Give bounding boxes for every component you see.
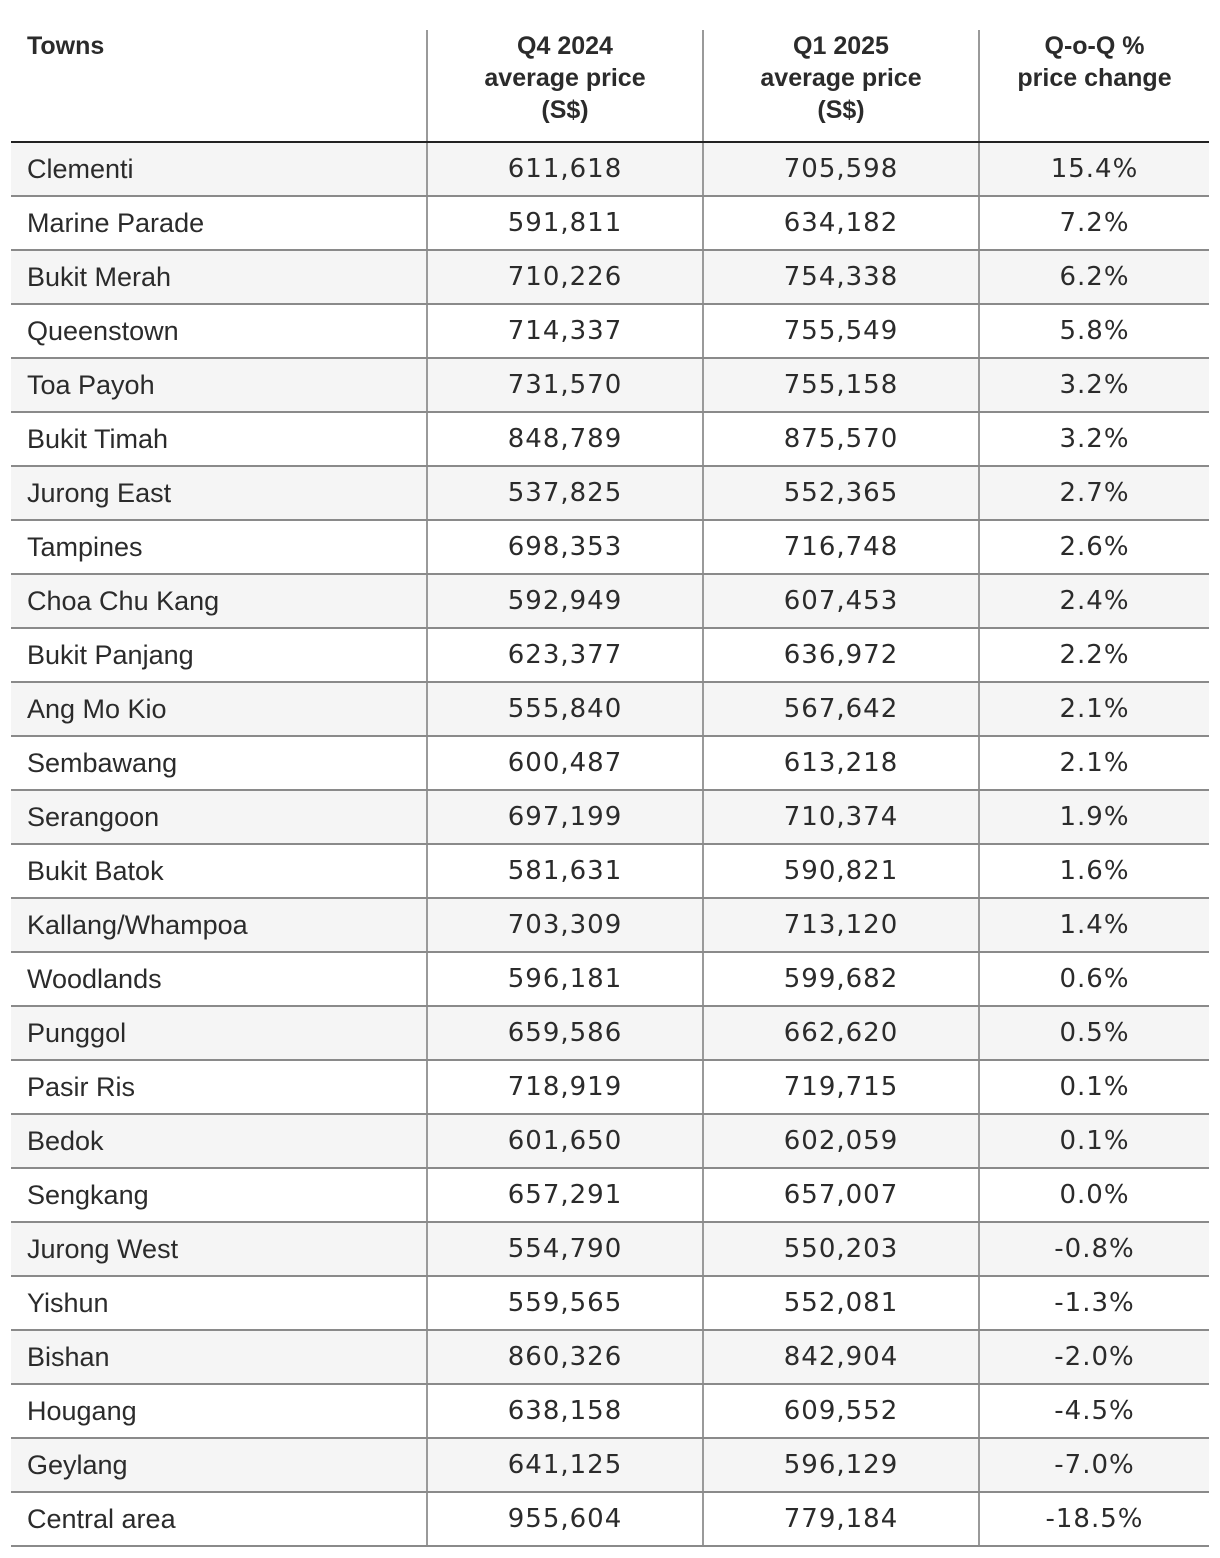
cell-town: Bukit Batok	[11, 844, 427, 898]
cell-town: Sengkang	[11, 1168, 427, 1222]
table-row	[11, 682, 1209, 736]
cell-qoq-change: -7.0%	[979, 1438, 1209, 1492]
cell-town: Pasir Ris	[11, 1060, 427, 1114]
cell-q1-price: 755,158	[703, 358, 979, 412]
cell-q1-price: 567,642	[703, 682, 979, 736]
cell-town: Queenstown	[11, 304, 427, 358]
cell-q4-price: 555,840	[427, 682, 703, 736]
header-q1-line3: (S$)	[817, 96, 865, 124]
cell-qoq-change: 7.2%	[979, 196, 1209, 250]
header-q4-line2: average price	[484, 64, 646, 92]
header-towns-label: Towns	[27, 32, 105, 60]
table-row	[11, 844, 1209, 898]
cell-q1-price: 719,715	[703, 1060, 979, 1114]
cell-qoq-change: -18.5%	[979, 1492, 1209, 1546]
cell-town: Woodlands	[11, 952, 427, 1006]
table-row	[11, 1114, 1209, 1168]
cell-qoq-change: 1.9%	[979, 790, 1209, 844]
table-row	[11, 1330, 1209, 1384]
cell-q4-price: 659,586	[427, 1006, 703, 1060]
cell-qoq-change: 2.2%	[979, 628, 1209, 682]
cell-q4-price: 697,199	[427, 790, 703, 844]
cell-qoq-change: 0.5%	[979, 1006, 1209, 1060]
cell-town: Clementi	[11, 142, 427, 196]
cell-town: Bukit Timah	[11, 412, 427, 466]
header-q4-2024	[427, 30, 703, 142]
cell-qoq-change: 2.1%	[979, 682, 1209, 736]
cell-q1-price: 705,598	[703, 142, 979, 196]
header-q1-2025	[703, 30, 979, 142]
cell-qoq-change: 1.6%	[979, 844, 1209, 898]
table-row	[11, 1384, 1209, 1438]
cell-qoq-change: 0.0%	[979, 1168, 1209, 1222]
cell-town: Hougang	[11, 1384, 427, 1438]
cell-q4-price: 860,326	[427, 1330, 703, 1384]
cell-q1-price: 875,570	[703, 412, 979, 466]
cell-q4-price: 581,631	[427, 844, 703, 898]
cell-qoq-change: -1.3%	[979, 1276, 1209, 1330]
cell-qoq-change: 2.6%	[979, 520, 1209, 574]
cell-town: Sembawang	[11, 736, 427, 790]
cell-q4-price: 657,291	[427, 1168, 703, 1222]
cell-q1-price: 710,374	[703, 790, 979, 844]
cell-town: Central area	[11, 1492, 427, 1546]
table-row	[11, 736, 1209, 790]
header-q1-line1: Q1 2025	[793, 32, 889, 60]
cell-qoq-change: 2.4%	[979, 574, 1209, 628]
table-row	[11, 952, 1209, 1006]
cell-q4-price: 554,790	[427, 1222, 703, 1276]
cell-q1-price: 602,059	[703, 1114, 979, 1168]
table-body	[11, 142, 1209, 1546]
header-qoq-change	[979, 30, 1209, 142]
cell-q1-price: 599,682	[703, 952, 979, 1006]
cell-q4-price: 600,487	[427, 736, 703, 790]
cell-q1-price: 613,218	[703, 736, 979, 790]
cell-town: Bedok	[11, 1114, 427, 1168]
cell-q1-price: 609,552	[703, 1384, 979, 1438]
cell-q4-price: 601,650	[427, 1114, 703, 1168]
cell-q1-price: 716,748	[703, 520, 979, 574]
cell-town: Serangoon	[11, 790, 427, 844]
cell-qoq-change: -0.8%	[979, 1222, 1209, 1276]
cell-qoq-change: 0.6%	[979, 952, 1209, 1006]
table-row	[11, 1222, 1209, 1276]
table-row	[11, 628, 1209, 682]
cell-town: Toa Payoh	[11, 358, 427, 412]
table-row	[11, 466, 1209, 520]
cell-town: Bukit Merah	[11, 250, 427, 304]
table-row	[11, 574, 1209, 628]
cell-qoq-change: 3.2%	[979, 358, 1209, 412]
cell-q1-price: 590,821	[703, 844, 979, 898]
cell-q1-price: 657,007	[703, 1168, 979, 1222]
cell-q4-price: 596,181	[427, 952, 703, 1006]
cell-qoq-change: 2.1%	[979, 736, 1209, 790]
header-q4-line1: Q4 2024	[517, 32, 613, 60]
table-row	[11, 142, 1209, 196]
cell-q1-price: 755,549	[703, 304, 979, 358]
cell-q1-price: 552,365	[703, 466, 979, 520]
cell-qoq-change: 0.1%	[979, 1114, 1209, 1168]
cell-qoq-change: 1.4%	[979, 898, 1209, 952]
cell-town: Yishun	[11, 1276, 427, 1330]
table-row	[11, 1168, 1209, 1222]
table-row	[11, 412, 1209, 466]
cell-qoq-change: 3.2%	[979, 412, 1209, 466]
table-row	[11, 250, 1209, 304]
header-q4-line3: (S$)	[541, 96, 589, 124]
cell-qoq-change: 15.4%	[979, 142, 1209, 196]
cell-qoq-change: -2.0%	[979, 1330, 1209, 1384]
cell-q4-price: 714,337	[427, 304, 703, 358]
table-row	[11, 196, 1209, 250]
cell-q1-price: 754,338	[703, 250, 979, 304]
cell-q1-price: 779,184	[703, 1492, 979, 1546]
cell-q4-price: 641,125	[427, 1438, 703, 1492]
cell-town: Choa Chu Kang	[11, 574, 427, 628]
cell-q4-price: 638,158	[427, 1384, 703, 1438]
cell-q4-price: 955,604	[427, 1492, 703, 1546]
table-row	[11, 358, 1209, 412]
table-row	[11, 1276, 1209, 1330]
cell-q1-price: 596,129	[703, 1438, 979, 1492]
cell-qoq-change: -4.5%	[979, 1384, 1209, 1438]
cell-town: Bukit Panjang	[11, 628, 427, 682]
cell-q1-price: 550,203	[703, 1222, 979, 1276]
cell-q1-price: 842,904	[703, 1330, 979, 1384]
cell-q4-price: 537,825	[427, 466, 703, 520]
cell-town: Geylang	[11, 1438, 427, 1492]
header-chg-line2: price change	[1017, 64, 1172, 92]
cell-qoq-change: 0.1%	[979, 1060, 1209, 1114]
cell-town: Jurong East	[11, 466, 427, 520]
cell-town: Tampines	[11, 520, 427, 574]
table-row	[11, 520, 1209, 574]
cell-q4-price: 611,618	[427, 142, 703, 196]
header-towns	[11, 30, 427, 142]
header-q1-line2: average price	[760, 64, 922, 92]
cell-q1-price: 552,081	[703, 1276, 979, 1330]
cell-q1-price: 713,120	[703, 898, 979, 952]
cell-q4-price: 623,377	[427, 628, 703, 682]
table-row	[11, 304, 1209, 358]
table-row	[11, 1492, 1209, 1546]
cell-q4-price: 591,811	[427, 196, 703, 250]
cell-town: Ang Mo Kio	[11, 682, 427, 736]
cell-town: Jurong West	[11, 1222, 427, 1276]
cell-q1-price: 634,182	[703, 196, 979, 250]
header-row	[11, 30, 1209, 142]
table-row	[11, 1438, 1209, 1492]
cell-town: Punggol	[11, 1006, 427, 1060]
cell-town: Marine Parade	[11, 196, 427, 250]
table-row	[11, 790, 1209, 844]
cell-q4-price: 718,919	[427, 1060, 703, 1114]
cell-q4-price: 703,309	[427, 898, 703, 952]
cell-qoq-change: 5.8%	[979, 304, 1209, 358]
cell-q4-price: 731,570	[427, 358, 703, 412]
cell-q1-price: 607,453	[703, 574, 979, 628]
table-header	[11, 30, 1209, 142]
cell-q4-price: 710,226	[427, 250, 703, 304]
cell-q4-price: 592,949	[427, 574, 703, 628]
table-row	[11, 1006, 1209, 1060]
table-row	[11, 898, 1209, 952]
price-table-container	[11, 30, 1209, 1547]
cell-town: Kallang/Whampoa	[11, 898, 427, 952]
price-table	[11, 30, 1209, 1547]
cell-q1-price: 662,620	[703, 1006, 979, 1060]
cell-q4-price: 848,789	[427, 412, 703, 466]
cell-qoq-change: 6.2%	[979, 250, 1209, 304]
cell-q4-price: 698,353	[427, 520, 703, 574]
cell-q4-price: 559,565	[427, 1276, 703, 1330]
cell-qoq-change: 2.7%	[979, 466, 1209, 520]
table-row	[11, 1060, 1209, 1114]
cell-town: Bishan	[11, 1330, 427, 1384]
cell-q1-price: 636,972	[703, 628, 979, 682]
header-chg-line1: Q-o-Q %	[1044, 32, 1145, 60]
